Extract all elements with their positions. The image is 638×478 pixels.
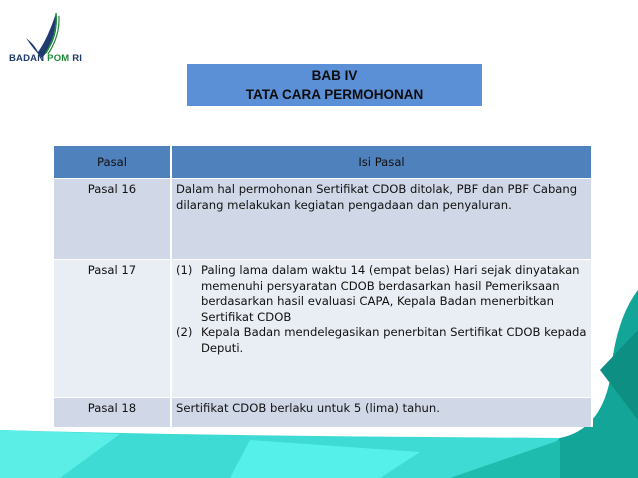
numbered-list xyxy=(176,263,587,356)
pasal-cell: Pasal 16 xyxy=(54,179,171,260)
list-item: (2) Kepala Badan mendelegasikan penerbitan Sertifikat CDOB kepada Deputi. xyxy=(176,325,587,355)
chapter-number: BAB IV xyxy=(311,68,358,83)
list-item: (1) Paling lama dalam waktu 14 (empat belas) Hari sejak dinyatakan memenuhi persyaratan CDOB berdasarkan hasil Pemeriksaan berdasarkan hasil evaluasi CAPA, Kepala Badan menerbitkan Sertifikat CDOB xyxy=(176,263,580,324)
logo-text: BADAN POM RI xyxy=(9,53,83,64)
pasal-table xyxy=(54,146,593,427)
table-header xyxy=(54,146,592,179)
isi-cell: Dalam hal permohonan Sertifikat CDOB ditolak, PBF dan PBF Cabang dilarang melakukan kegiatan pengadaan dan penyaluran. xyxy=(171,179,592,260)
header-isi-pasal: Isi Pasal xyxy=(171,146,592,179)
pasal-cell: Pasal 17 xyxy=(54,260,171,398)
table-row xyxy=(54,179,592,260)
pasal-cell: Pasal 18 xyxy=(54,398,171,428)
table-row xyxy=(54,398,592,428)
isi-cell xyxy=(171,260,592,398)
table-row xyxy=(54,260,592,398)
header-pasal: Pasal xyxy=(54,146,171,179)
chapter-heading: TATA CARA PERMOHONAN xyxy=(245,87,424,102)
isi-cell: Sertifikat CDOB berlaku untuk 5 (lima) tahun. xyxy=(171,398,592,428)
chapter-title xyxy=(187,64,482,106)
